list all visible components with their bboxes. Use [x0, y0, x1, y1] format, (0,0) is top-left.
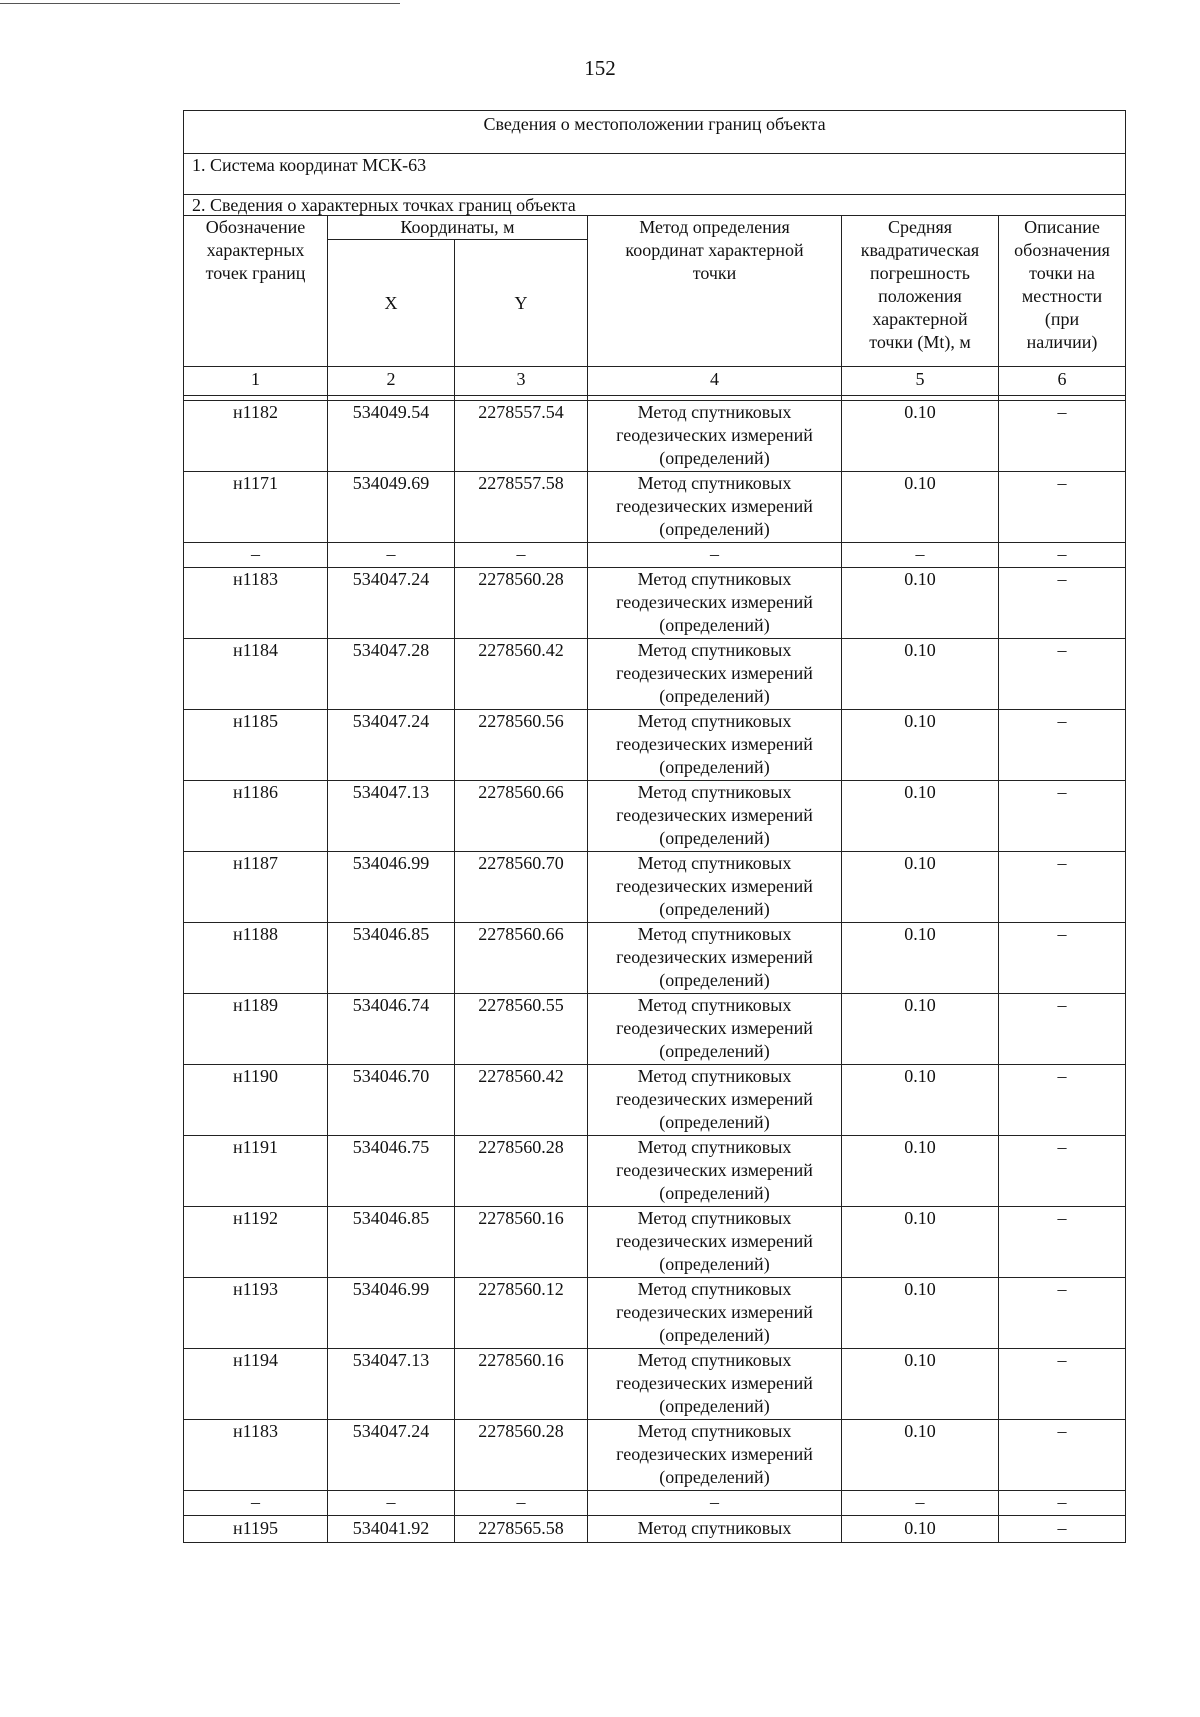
error-cell: 0.10	[842, 1136, 999, 1207]
page-number: 152	[584, 56, 616, 80]
description-cell: –	[999, 568, 1126, 639]
separator-dash-cell: –	[588, 1491, 842, 1516]
y-coordinate-cell: 2278560.42	[455, 639, 588, 710]
method-line: геодезических измерений	[616, 1018, 813, 1038]
description-cell: –	[999, 781, 1126, 852]
header-error	[842, 216, 999, 367]
x-coordinate-cell: 534049.69	[328, 472, 455, 543]
scan-edge-line	[0, 3, 400, 4]
table-row	[184, 1491, 1126, 1516]
y-coordinate-cell: 2278560.28	[455, 1420, 588, 1491]
point-id-cell: н1189	[184, 994, 328, 1065]
y-coordinate-cell: 2278560.12	[455, 1278, 588, 1349]
method-line: геодезических измерений	[616, 425, 813, 445]
column-number: 5	[842, 367, 999, 396]
method-line: (определений)	[659, 899, 770, 919]
column-number: 3	[455, 367, 588, 396]
method-line: (определений)	[659, 1041, 770, 1061]
method-line: геодезических измерений	[616, 734, 813, 754]
method-line: геодезических измерений	[616, 1231, 813, 1251]
method-line: геодезических измерений	[616, 592, 813, 612]
table-title: Сведения о местоположении границ объекта	[184, 111, 1126, 154]
description-cell: –	[999, 472, 1126, 543]
column-number: 6	[999, 367, 1126, 396]
y-coordinate-cell: 2278560.16	[455, 1207, 588, 1278]
separator-dash-cell: –	[328, 1491, 455, 1516]
method-line: Метод спутниковых	[637, 1279, 792, 1299]
method-line: Метод спутниковых	[637, 924, 792, 944]
description-cell: –	[999, 1349, 1126, 1420]
header-method-line: Метод определения	[639, 217, 790, 237]
method-line: Метод спутниковых	[637, 569, 792, 589]
description-cell: –	[999, 639, 1126, 710]
method-line: геодезических измерений	[616, 663, 813, 683]
header-designation-line: точек границ	[205, 263, 306, 283]
method-cell	[588, 1278, 842, 1349]
point-id-cell: н1182	[184, 401, 328, 472]
error-cell: 0.10	[842, 472, 999, 543]
method-cell	[588, 923, 842, 994]
method-line: (определений)	[659, 1396, 770, 1416]
description-cell: –	[999, 1207, 1126, 1278]
header-y: Y	[455, 240, 588, 367]
table-row	[184, 923, 1126, 994]
separator-dash-cell: –	[455, 1491, 588, 1516]
header-error-line: точки (Mt), м	[869, 332, 971, 352]
method-line: Метод спутниковых	[637, 473, 792, 493]
error-cell: 0.10	[842, 1065, 999, 1136]
method-cell	[588, 1136, 842, 1207]
description-cell: –	[999, 401, 1126, 472]
header-error-line: Средняя	[887, 217, 953, 237]
method-line: геодезических измерений	[616, 876, 813, 896]
table-row	[184, 401, 1126, 472]
boundary-points-table	[183, 110, 1126, 1543]
y-coordinate-cell: 2278557.58	[455, 472, 588, 543]
method-line: (определений)	[659, 1254, 770, 1274]
separator-dash-cell: –	[328, 543, 455, 568]
header-method	[588, 216, 842, 367]
point-id-cell: н1195	[184, 1516, 328, 1543]
x-coordinate-cell: 534041.92	[328, 1516, 455, 1543]
point-id-cell: н1171	[184, 472, 328, 543]
method-line: геодезических измерений	[616, 1160, 813, 1180]
method-line: (определений)	[659, 1183, 770, 1203]
error-cell: 0.10	[842, 852, 999, 923]
y-coordinate-cell: 2278560.55	[455, 994, 588, 1065]
header-error-line: погрешность	[869, 263, 970, 283]
error-cell: 0.10	[842, 639, 999, 710]
table-row	[184, 994, 1126, 1065]
table-row	[184, 543, 1126, 568]
description-cell: –	[999, 1278, 1126, 1349]
method-line: геодезических измерений	[616, 805, 813, 825]
method-line: Метод спутниковых	[637, 853, 792, 873]
y-coordinate-cell: 2278560.66	[455, 923, 588, 994]
method-line: (определений)	[659, 757, 770, 777]
x-coordinate-cell: 534047.13	[328, 1349, 455, 1420]
header-description-line: местности	[1021, 286, 1103, 306]
method-line: (определений)	[659, 828, 770, 848]
column-number: 4	[588, 367, 842, 396]
method-line: (определений)	[659, 1467, 770, 1487]
point-id-cell: н1186	[184, 781, 328, 852]
y-coordinate-cell: 2278557.54	[455, 401, 588, 472]
boundary-table-wrapper	[183, 110, 1125, 1543]
separator-dash-cell: –	[842, 543, 999, 568]
description-cell: –	[999, 1065, 1126, 1136]
method-cell	[588, 1065, 842, 1136]
header-description-line: (при	[1044, 309, 1080, 329]
header-error-line: характерной	[872, 309, 968, 329]
table-row	[184, 1420, 1126, 1491]
method-line: Метод спутниковых	[637, 1421, 792, 1441]
method-line: (определений)	[659, 1112, 770, 1132]
description-cell: –	[999, 852, 1126, 923]
separator-dash-cell: –	[184, 543, 328, 568]
separator-dash-cell: –	[184, 1491, 328, 1516]
method-line: геодезических измерений	[616, 1089, 813, 1109]
header-error-line: положения	[878, 286, 962, 306]
header-description-line: Описание	[1024, 217, 1100, 237]
table-row	[184, 472, 1126, 543]
separator-dash-cell: –	[455, 543, 588, 568]
error-cell: 0.10	[842, 568, 999, 639]
points-section-label: 2. Сведения о характерных точках границ объекта	[184, 195, 1126, 216]
column-number: 1	[184, 367, 328, 396]
y-coordinate-cell: 2278560.70	[455, 852, 588, 923]
error-cell: 0.10	[842, 781, 999, 852]
error-cell: 0.10	[842, 1207, 999, 1278]
point-id-cell: н1191	[184, 1136, 328, 1207]
separator-dash-cell: –	[999, 543, 1126, 568]
method-cell	[588, 472, 842, 543]
method-line: геодезических измерений	[616, 1302, 813, 1322]
header-description-line: наличии)	[1026, 332, 1098, 352]
x-coordinate-cell: 534047.13	[328, 781, 455, 852]
method-line: геодезических измерений	[616, 1373, 813, 1393]
table-row	[184, 781, 1126, 852]
y-coordinate-cell: 2278560.42	[455, 1065, 588, 1136]
x-coordinate-cell: 534046.75	[328, 1136, 455, 1207]
method-cell	[588, 401, 842, 472]
point-id-cell: н1190	[184, 1065, 328, 1136]
description-cell: –	[999, 923, 1126, 994]
table-row	[184, 852, 1126, 923]
method-line: Метод спутниковых	[637, 640, 792, 660]
x-coordinate-cell: 534046.74	[328, 994, 455, 1065]
method-cell	[588, 1516, 842, 1543]
table-row	[184, 710, 1126, 781]
method-cell	[588, 994, 842, 1065]
method-line: Метод спутниковых	[637, 1066, 792, 1086]
y-coordinate-cell: 2278560.28	[455, 1136, 588, 1207]
method-cell	[588, 781, 842, 852]
column-number: 2	[328, 367, 455, 396]
method-line: (определений)	[659, 970, 770, 990]
header-designation-line: характерных	[206, 240, 305, 260]
separator-dash-cell: –	[588, 543, 842, 568]
method-line: геодезических измерений	[616, 1444, 813, 1464]
point-id-cell: н1188	[184, 923, 328, 994]
method-cell	[588, 639, 842, 710]
y-coordinate-cell: 2278565.58	[455, 1516, 588, 1543]
table-row	[184, 1207, 1126, 1278]
table-row	[184, 639, 1126, 710]
method-line: Метод спутниковых	[637, 711, 792, 731]
description-cell: –	[999, 710, 1126, 781]
header-coordinates: Координаты, м	[328, 216, 588, 240]
error-cell: 0.10	[842, 1516, 999, 1543]
x-coordinate-cell: 534046.85	[328, 1207, 455, 1278]
error-cell: 0.10	[842, 401, 999, 472]
y-coordinate-cell: 2278560.56	[455, 710, 588, 781]
point-id-cell: н1183	[184, 1420, 328, 1491]
method-cell	[588, 568, 842, 639]
error-cell: 0.10	[842, 994, 999, 1065]
point-id-cell: н1187	[184, 852, 328, 923]
header-method-line: координат характерной	[625, 240, 804, 260]
header-description-line: обозначения	[1014, 240, 1110, 260]
header-description-line: точки на	[1029, 263, 1095, 283]
y-coordinate-cell: 2278560.66	[455, 781, 588, 852]
table-row	[184, 1065, 1126, 1136]
method-line: Метод спутниковых	[637, 1518, 792, 1538]
x-coordinate-cell: 534047.24	[328, 1420, 455, 1491]
description-cell: –	[999, 1136, 1126, 1207]
method-cell	[588, 710, 842, 781]
x-coordinate-cell: 534047.24	[328, 710, 455, 781]
error-cell: 0.10	[842, 923, 999, 994]
table-row	[184, 568, 1126, 639]
header-designation-line: Обозначение	[205, 217, 306, 237]
method-line: Метод спутниковых	[637, 1137, 792, 1157]
x-coordinate-cell: 534049.54	[328, 401, 455, 472]
y-coordinate-cell: 2278560.28	[455, 568, 588, 639]
header-designation	[184, 216, 328, 367]
separator-dash-cell: –	[999, 1491, 1126, 1516]
x-coordinate-cell: 534047.24	[328, 568, 455, 639]
header-x: X	[328, 240, 455, 367]
point-id-cell: н1193	[184, 1278, 328, 1349]
error-cell: 0.10	[842, 710, 999, 781]
method-line: (определений)	[659, 615, 770, 635]
error-cell: 0.10	[842, 1278, 999, 1349]
method-line: Метод спутниковых	[637, 995, 792, 1015]
method-line: (определений)	[659, 1325, 770, 1345]
coordinate-system-label: 1. Система координат МСК-63	[184, 154, 1126, 195]
point-id-cell: н1185	[184, 710, 328, 781]
header-error-line: квадратическая	[860, 240, 980, 260]
description-cell: –	[999, 1420, 1126, 1491]
table-row	[184, 1516, 1126, 1543]
method-cell	[588, 852, 842, 923]
header-description	[999, 216, 1126, 367]
separator-dash-cell: –	[842, 1491, 999, 1516]
point-id-cell: н1184	[184, 639, 328, 710]
method-line: (определений)	[659, 519, 770, 539]
method-line: Метод спутниковых	[637, 782, 792, 802]
method-line: геодезических измерений	[616, 947, 813, 967]
header-method-line: точки	[692, 263, 737, 283]
method-cell	[588, 1420, 842, 1491]
point-id-cell: н1183	[184, 568, 328, 639]
table-row	[184, 1349, 1126, 1420]
method-cell	[588, 1349, 842, 1420]
method-line: Метод спутниковых	[637, 1350, 792, 1370]
point-id-cell: н1192	[184, 1207, 328, 1278]
x-coordinate-cell: 534046.70	[328, 1065, 455, 1136]
method-line: (определений)	[659, 686, 770, 706]
y-coordinate-cell: 2278560.16	[455, 1349, 588, 1420]
description-cell: –	[999, 994, 1126, 1065]
x-coordinate-cell: 534046.99	[328, 1278, 455, 1349]
point-id-cell: н1194	[184, 1349, 328, 1420]
x-coordinate-cell: 534046.99	[328, 852, 455, 923]
x-coordinate-cell: 534047.28	[328, 639, 455, 710]
method-line: геодезических измерений	[616, 496, 813, 516]
method-line: Метод спутниковых	[637, 402, 792, 422]
method-line: Метод спутниковых	[637, 1208, 792, 1228]
table-row	[184, 1278, 1126, 1349]
error-cell: 0.10	[842, 1349, 999, 1420]
x-coordinate-cell: 534046.85	[328, 923, 455, 994]
table-row	[184, 1136, 1126, 1207]
method-cell	[588, 1207, 842, 1278]
error-cell: 0.10	[842, 1420, 999, 1491]
description-cell: –	[999, 1516, 1126, 1543]
method-line: (определений)	[659, 448, 770, 468]
